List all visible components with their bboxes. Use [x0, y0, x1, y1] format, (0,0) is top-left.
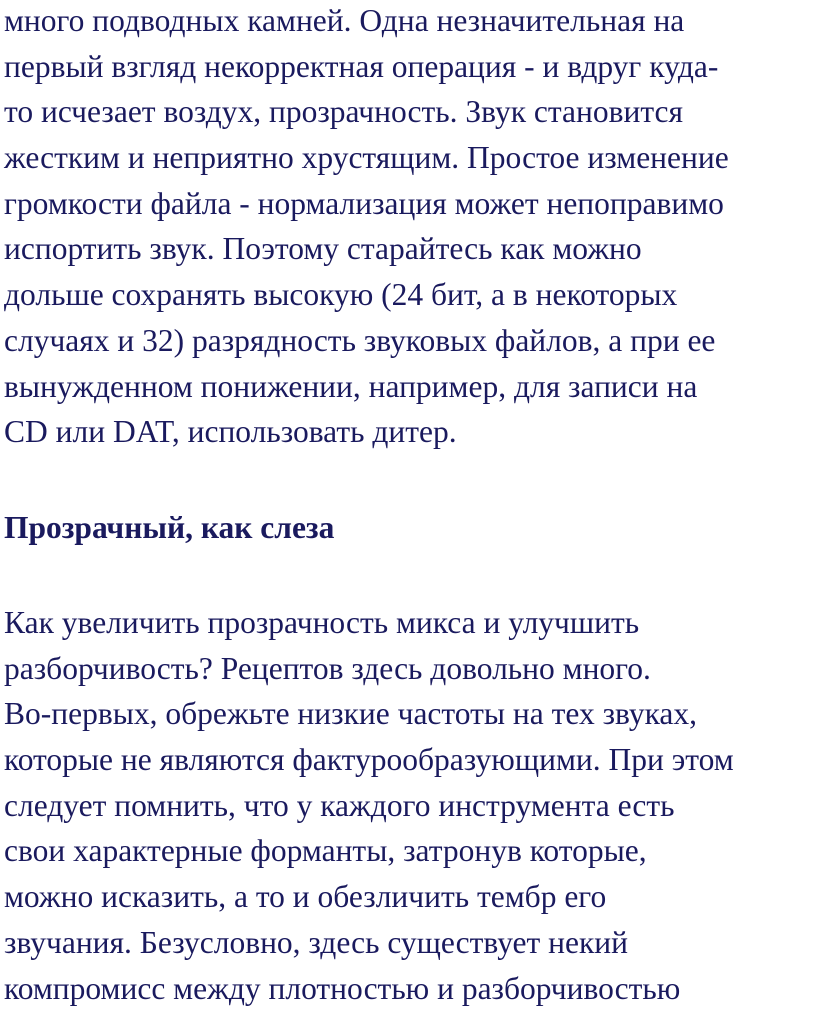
text-line: то исчезает воздух, прозрачность. Звук становится: [4, 94, 683, 130]
text-line: жестким и неприятно хрустящим. Простое изменение: [4, 140, 729, 176]
text-line: случаях и 32) разрядность звуковых файлов, а при ее: [4, 322, 716, 358]
text-line: свои характерные форманты, затронув которые,: [4, 833, 647, 869]
text-line: много подводных камней. Одна незначительная на: [4, 3, 685, 38]
text-line: следует помнить, что у каждого инструмента есть: [4, 787, 675, 823]
text-line: звучания. Безусловно, здесь существует некий: [4, 924, 629, 960]
text-line: первый взгляд некорректная операция - и вдруг куда-: [4, 48, 719, 84]
text-line: компромисс между плотностью и разборчивостью: [4, 970, 681, 1006]
text-line: Как увеличить прозрачность микса и улучшить: [4, 605, 640, 640]
text-line: CD или DAT, использовать дитер.: [4, 414, 457, 450]
text-line: Во-первых, обрежьте низкие частоты на тех звуках,: [4, 696, 697, 732]
text-line: разборчивость? Рецептов здесь довольно много.: [4, 650, 651, 686]
section-heading: Прозрачный, как слеза: [4, 510, 335, 545]
text-line: вынужденном понижении, например, для записи на: [4, 368, 698, 404]
paragraph-2: [4, 600, 734, 1011]
text-line: которые не являются фактурообразующими. При этом: [4, 742, 734, 778]
text-line: дольше сохранять высокую (24 бит, а в некоторых: [4, 277, 678, 313]
text-line: можно исказить, а то и обезличить тембр его: [4, 879, 607, 915]
text-line: громкости файла - нормализация может непоправимо: [4, 185, 724, 221]
text-line: испортить звук. Поэтому старайтесь как можно: [4, 231, 642, 267]
paragraph-1: [4, 0, 729, 455]
